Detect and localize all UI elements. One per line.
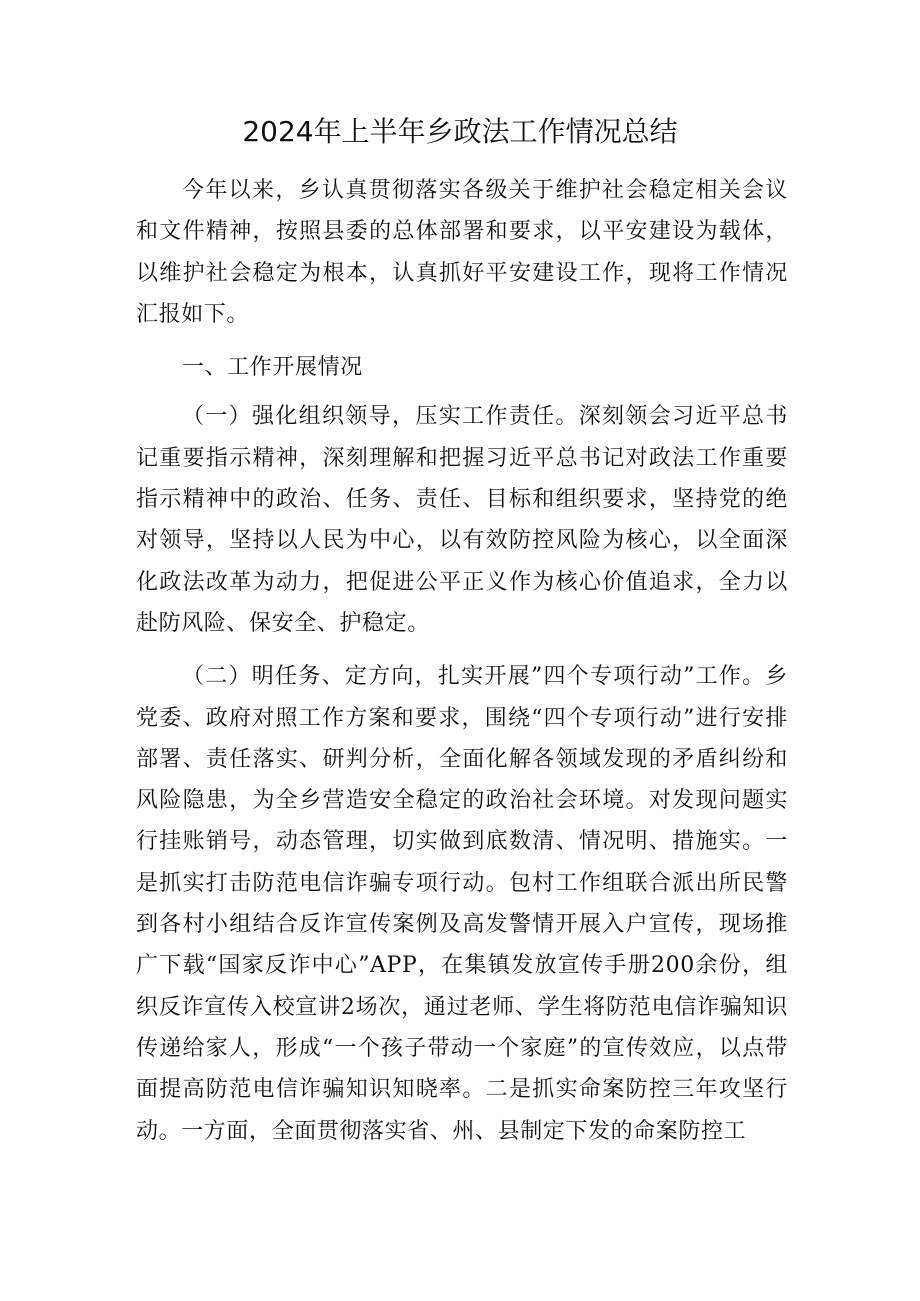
document-title: 2024年上半年乡政法工作情况总结 xyxy=(242,115,678,148)
body-paragraph: （二）明任务、定方向，扎实开展”四个专项行动”工作。乡党委、政府对照工作方案和要求，围绕“四个专项行动”进行安排部署、责任落实、研判分析，全面化解各领域发现的矛盾纠纷和风险隐患，为全乡营造安全稳定的政治社会环境。对发现问题实行挂账销号，动态管理，切实做到底数清、情况明、措施实。一是抓实打击防范电信诈骗专项行动。包村工作组联合派出所民警到各村小组结合反诈宣传案例及高发警情开展入户宣传，现场推广下载“国家反诈中心”APP，在集镇发放宣传手册200余份，组织反诈宣传入校宣讲2场次，通过老师、学生将防范电信诈骗知识传递给家人，形成“一个孩子带动一个家庭”的宣传效应，以点带面提高防范电信诈骗知识知晓率。二是抓实命案防控三年攻坚行动。一方面，全面贯彻落实省、州、县制定下发的命案防控工 xyxy=(136,664,788,1144)
document-body xyxy=(136,170,788,1164)
section-heading: 一、工作开展情况 xyxy=(182,355,363,381)
intro-paragraph: 今年以来，乡认真贯彻落实各级关于维护社会稳定相关会议和文件精神，按照县委的总体部署和要求，以平安建设为载体，以维护社会稳定为根本，认真抓好平安建设工作，现将工作情况汇报如下。 xyxy=(136,178,788,327)
body-paragraph: （一）强化组织领导，压实工作责任。深刻领会习近平总书记重要指示精神，深刻理解和把握习近平总书记对政法工作重要指示精神中的政治、任务、责任、目标和组织要求，坚持党的绝对领导，坚持以人民为中心，以有效防控风险为核心，以全面深化政法改革为动力，把促进公平正义作为核心价值追求，全力以赴防风险、保安全、护稳定。 xyxy=(136,404,788,636)
